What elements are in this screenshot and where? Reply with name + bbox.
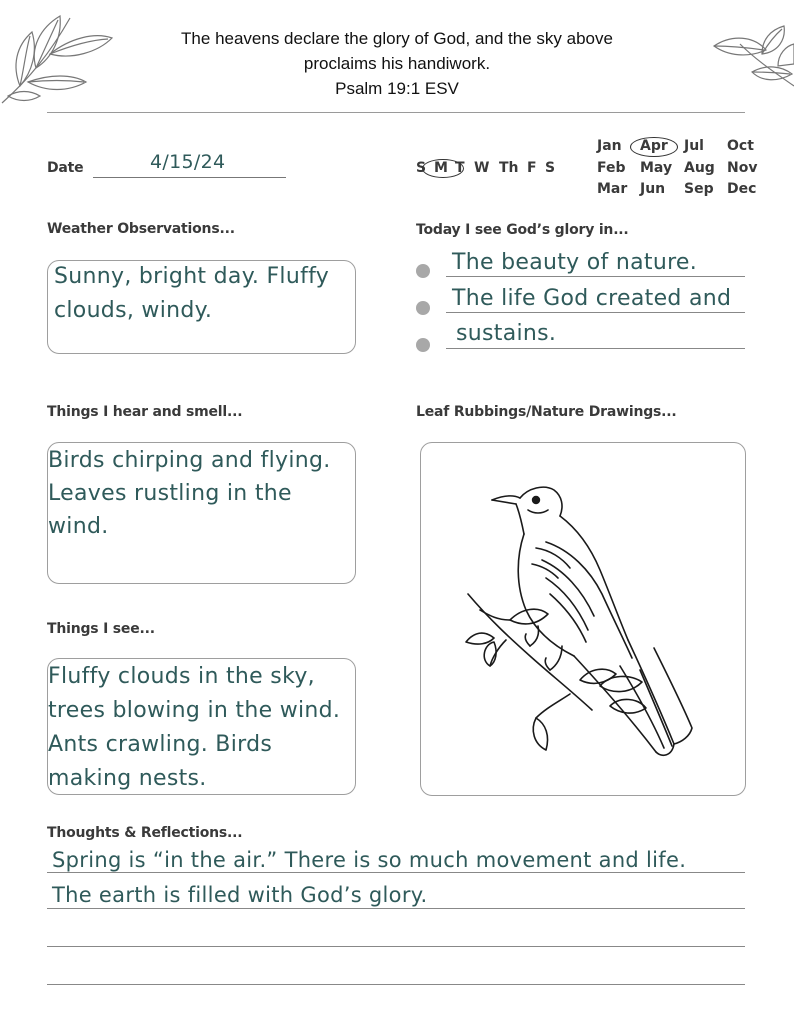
hear-line-2: Leaves rustling in the: [48, 481, 292, 506]
month-may[interactable]: May: [640, 160, 673, 176]
glory-line-3[interactable]: sustains.: [456, 321, 557, 346]
header-divider: [47, 112, 745, 113]
leaf-decoration-right-icon: [712, 24, 794, 94]
day-thursday[interactable]: Th: [499, 160, 519, 176]
glory-bullet-3: [416, 338, 430, 352]
month-apr[interactable]: Apr: [640, 138, 668, 154]
month-sep[interactable]: Sep: [684, 181, 714, 197]
date-value[interactable]: 4/15/24: [150, 151, 226, 173]
verse-reference: Psalm 19:1 ESV: [335, 79, 459, 98]
verse-line-2: proclaims his handiwork.: [303, 54, 491, 73]
thoughts-line-1[interactable]: Spring is “in the air.” There is so much movement and life.: [52, 848, 687, 872]
thoughts-label: Thoughts & Reflections...: [47, 825, 243, 841]
glory-bullet-2: [416, 301, 430, 315]
bible-verse: [147, 26, 647, 101]
drawings-label: Leaf Rubbings/Nature Drawings...: [416, 404, 677, 420]
see-line-4: making nests.: [48, 766, 207, 791]
hear-smell-label: Things I hear and smell...: [47, 404, 243, 420]
see-line-3: Ants crawling. Birds: [48, 732, 273, 757]
month-mar[interactable]: Mar: [597, 181, 628, 197]
day-tuesday[interactable]: T: [455, 160, 465, 176]
day-friday[interactable]: F: [527, 160, 537, 176]
weather-line-1: Sunny, bright day. Fluffy: [54, 264, 330, 289]
thoughts-line-2[interactable]: The earth is filled with God’s glory.: [52, 883, 428, 907]
month-nov[interactable]: Nov: [727, 160, 758, 176]
see-line-1: Fluffy clouds in the sky,: [48, 664, 315, 689]
day-selected-circle: [422, 159, 464, 178]
day-wednesday[interactable]: W: [474, 160, 490, 176]
glory-line-2[interactable]: The life God created and: [452, 286, 732, 311]
see-line-2: trees blowing in the wind.: [48, 698, 341, 723]
month-aug[interactable]: Aug: [684, 160, 715, 176]
month-selected-circle: [630, 137, 678, 157]
glory-line-1[interactable]: The beauty of nature.: [452, 250, 698, 275]
thoughts-rule-3: [47, 946, 745, 947]
leaf-decoration-left-icon: [0, 8, 120, 108]
glory-label: Today I see God’s glory in...: [416, 222, 629, 238]
weather-label: Weather Observations...: [47, 221, 235, 237]
day-sunday[interactable]: S: [416, 160, 427, 176]
weather-line-2: clouds, windy.: [54, 298, 213, 323]
see-label: Things I see...: [47, 621, 155, 637]
month-dec[interactable]: Dec: [727, 181, 757, 197]
day-monday[interactable]: M: [434, 160, 448, 176]
month-oct[interactable]: Oct: [727, 138, 754, 154]
month-jun[interactable]: Jun: [640, 181, 666, 197]
hear-line-1: Birds chirping and flying.: [48, 448, 331, 473]
bird-drawing-icon: [450, 470, 720, 770]
month-jul[interactable]: Jul: [684, 138, 704, 154]
day-saturday[interactable]: S: [545, 160, 556, 176]
hear-line-3: wind.: [48, 514, 109, 539]
date-label: Date: [47, 160, 84, 176]
thoughts-rule-4: [47, 984, 745, 985]
month-feb[interactable]: Feb: [597, 160, 626, 176]
verse-line-1: The heavens declare the glory of God, and the sky above: [181, 29, 613, 48]
month-jan[interactable]: Jan: [597, 138, 622, 154]
glory-bullet-1: [416, 264, 430, 278]
date-underline: [93, 177, 286, 178]
